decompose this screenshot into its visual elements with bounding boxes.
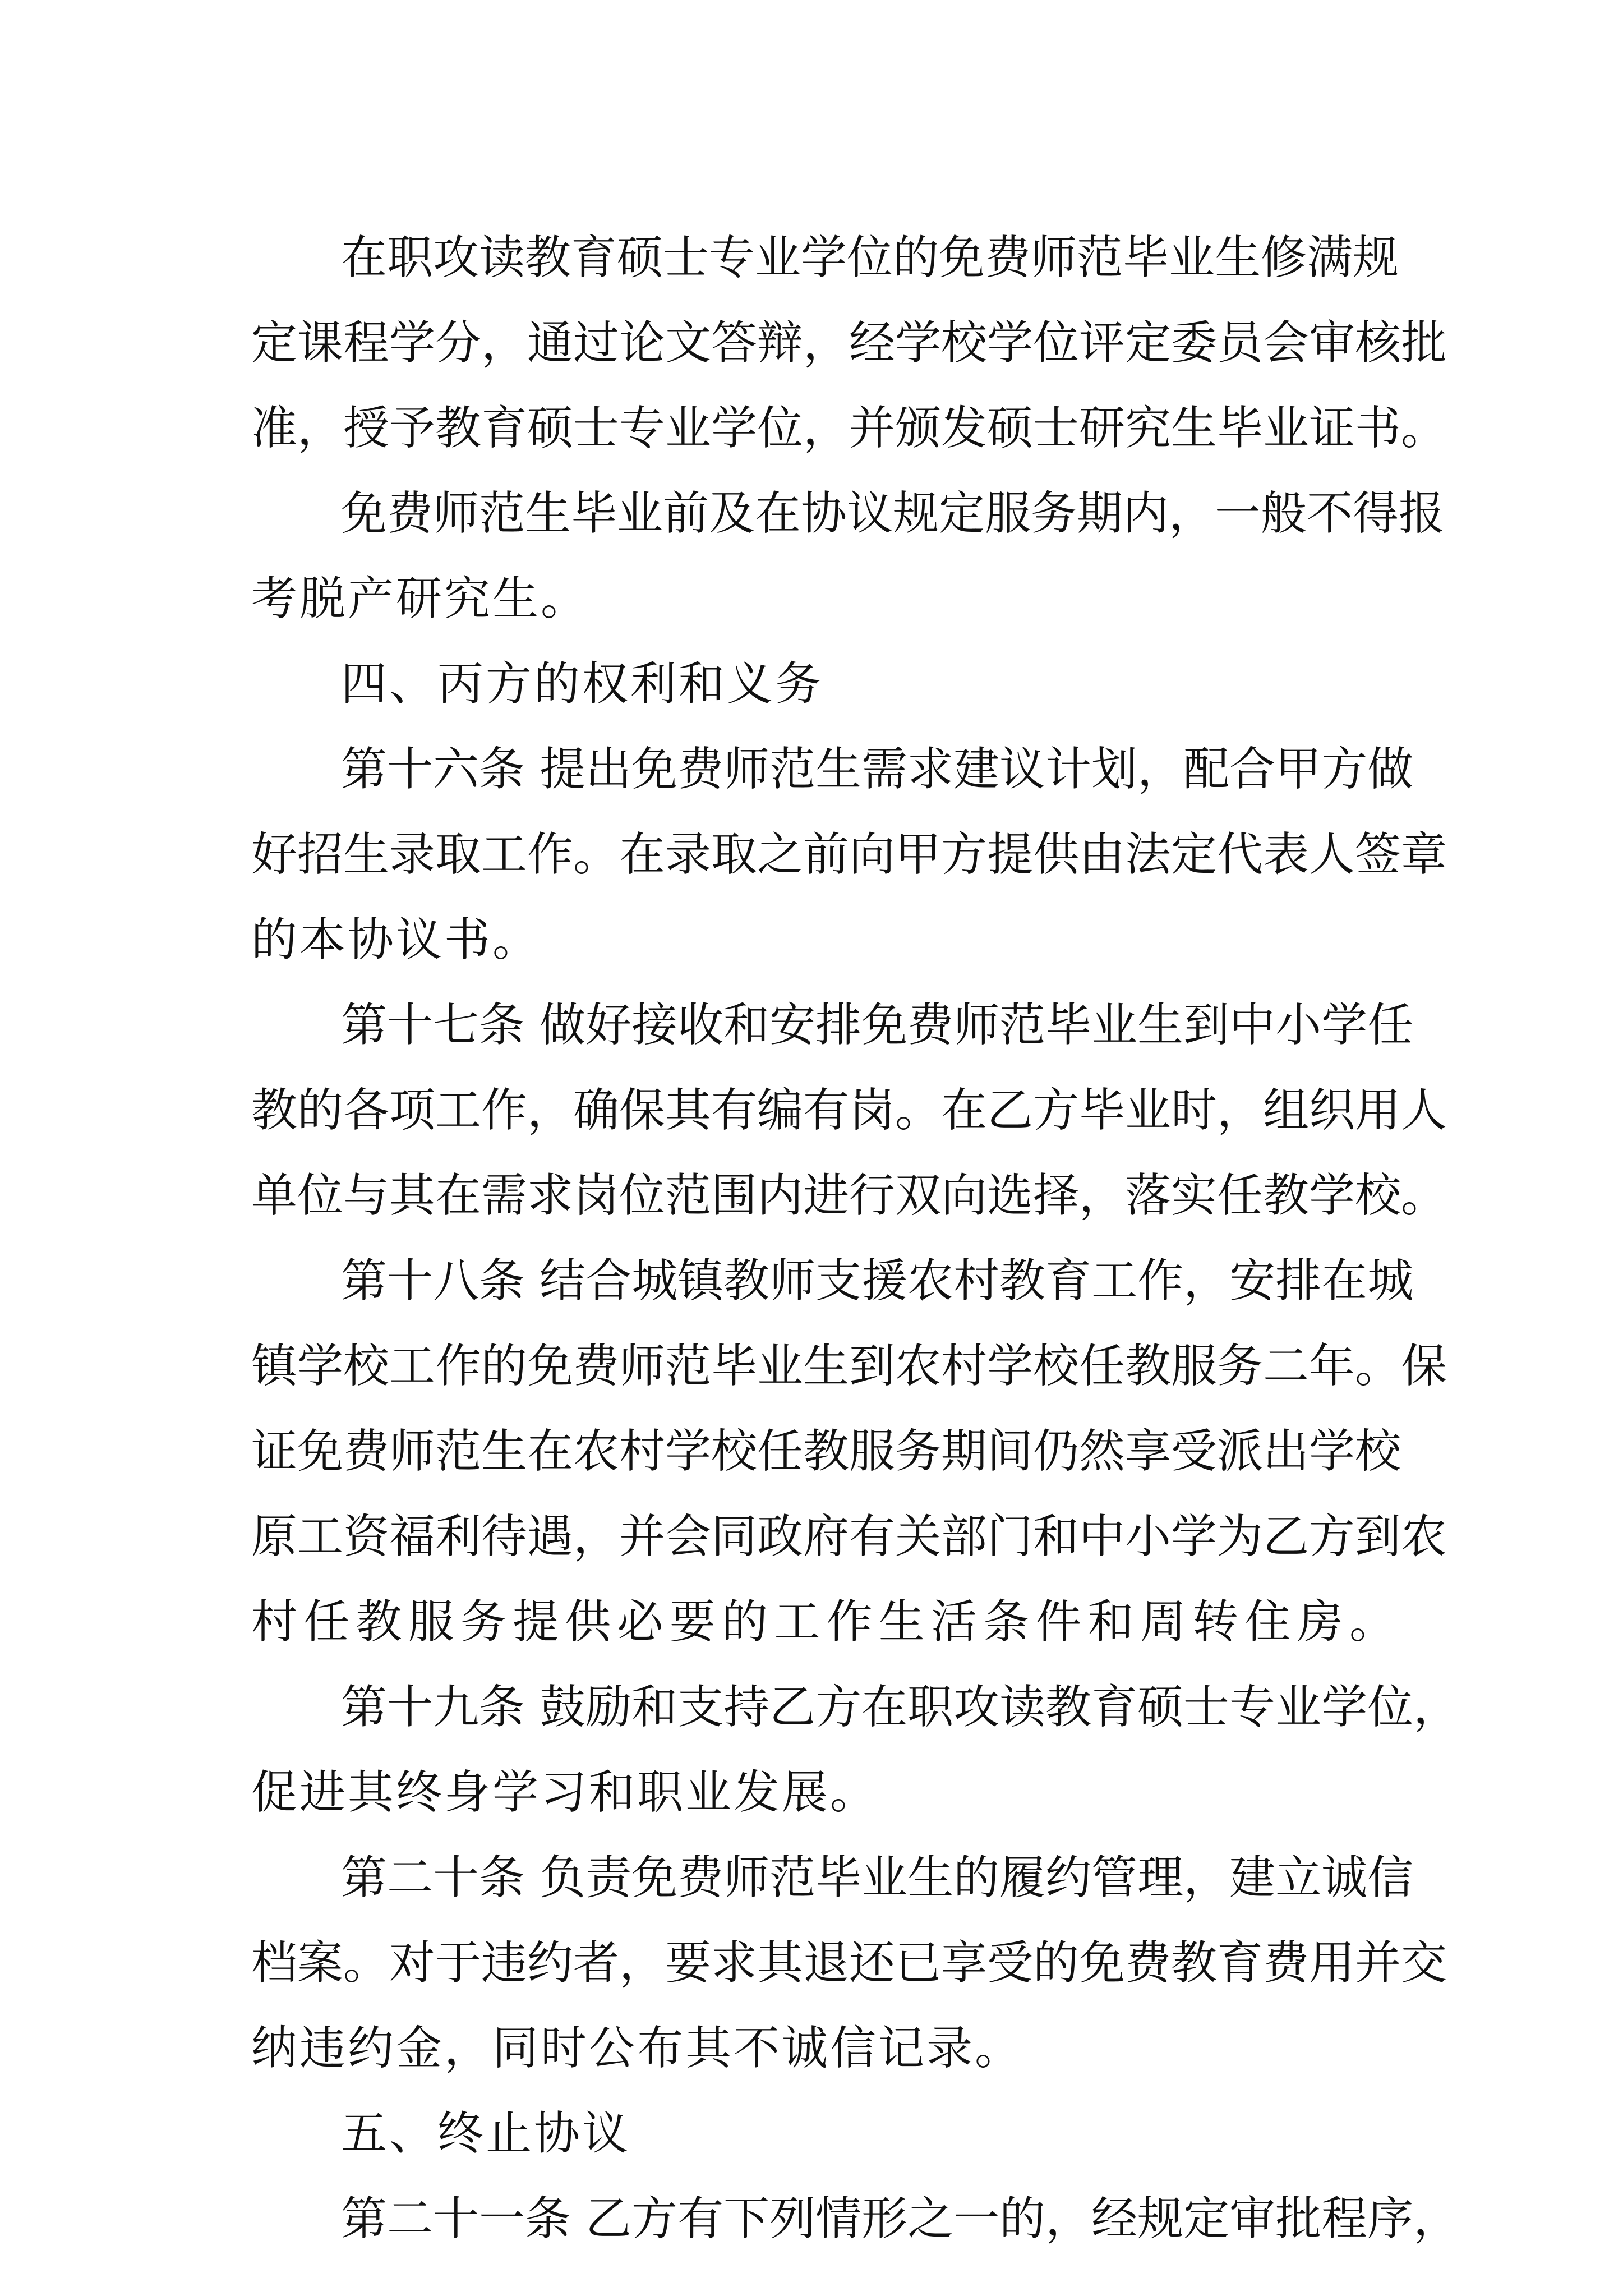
text-line: 原工资福利待遇，并会同政府有关部门和中小学为乙方到农 xyxy=(251,1510,1447,1563)
text-line: 第二十条 负责免费师范毕业生的履约管理，建立诚信 xyxy=(341,1851,1414,1904)
text-line: 第十六条 提出免费师范生需求建议计划，配合甲方做 xyxy=(341,743,1414,796)
text-line: 五、终止协议 xyxy=(341,2107,631,2160)
text-line: 免费师范生毕业前及在协议规定服务期内，一般不得报 xyxy=(341,487,1445,540)
text-line: 档案。对于违约者，要求其退还已享受的免费教育费用并交 xyxy=(251,1936,1447,1990)
text-line: 村任教服务提供必要的工作生活条件和周转住房。 xyxy=(251,1595,1395,1649)
text-line: 好招生录取工作。在录取之前向甲方提供由法定代表人签章 xyxy=(251,828,1447,881)
text-line: 教的各项工作，确保其有编有岗。在乙方毕业时，组织用人 xyxy=(251,1084,1447,1137)
text-line: 在职攻读教育硕士专业学位的免费师范毕业生修满规 xyxy=(341,231,1399,284)
text-line: 单位与其在需求岗位范围内进行双向选择，落实任教学校。 xyxy=(251,1169,1447,1222)
text-line: 纳违约金，同时公布其不诚信记录。 xyxy=(251,2022,1023,2075)
text-line: 第十八条 结合城镇教师支援农村教育工作，安排在城 xyxy=(341,1254,1414,1308)
text-line: 准，授予教育硕士专业学位，并颁发硕士研究生毕业证书。 xyxy=(251,402,1447,455)
text-line: 镇学校工作的免费师范毕业生到农村学校任教服务二年。保 xyxy=(251,1340,1447,1393)
text-line: 证免费师范生在农村学校任教服务期间仍然享受派出学校 xyxy=(251,1425,1401,1478)
text-line: 第十七条 做好接收和安排免费师范毕业生到中小学任 xyxy=(341,999,1414,1052)
text-line: 考脱产研究生。 xyxy=(251,572,589,625)
text-line: 第十九条 鼓励和支持乙方在职攻读教育硕士专业学位， xyxy=(341,1681,1460,1734)
text-line: 促进其终身学习和职业发展。 xyxy=(251,1766,879,1819)
text-line: 的本协议书。 xyxy=(251,913,541,967)
text-line: 四、丙方的权利和义务 xyxy=(341,657,824,711)
text-line: 第二十一条 乙方有下列情形之一的，经规定审批程序， xyxy=(341,2192,1460,2246)
text-line: 定课程学分，通过论文答辩，经学校学位评定委员会审核批 xyxy=(251,316,1447,370)
